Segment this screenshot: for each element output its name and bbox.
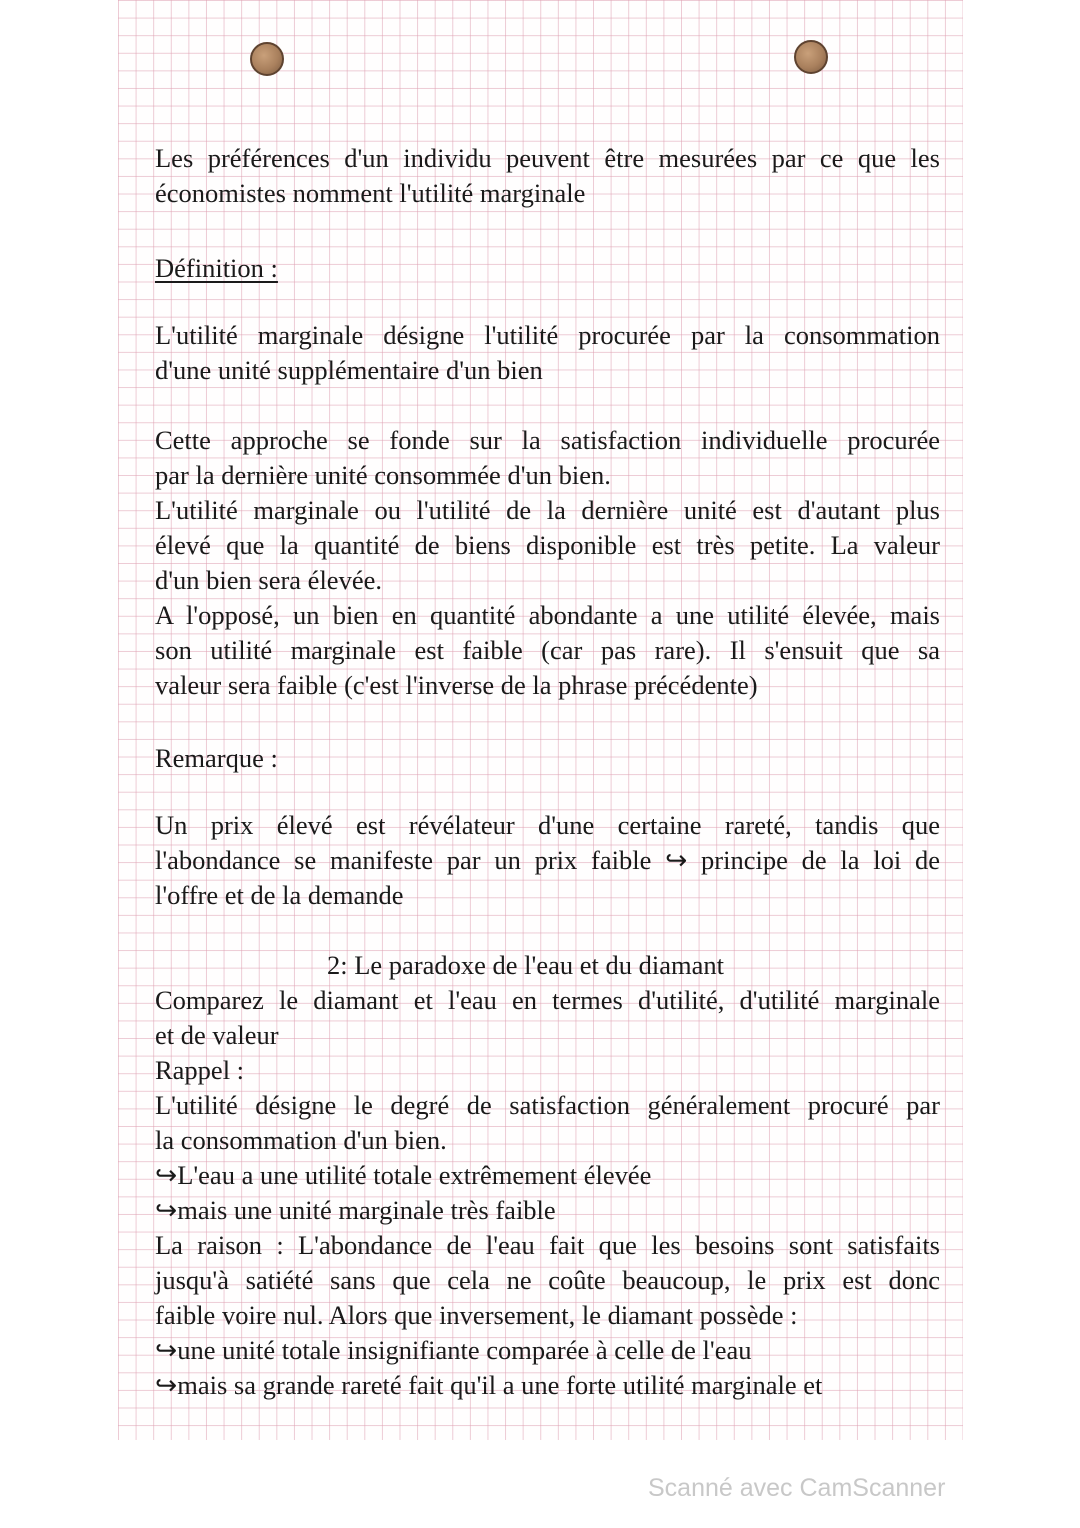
section-2-line: Comparez le diamant et l'eau en termes d'utilité, d'utilité marginale: [155, 985, 940, 1015]
punch-hole-left-icon: [250, 42, 284, 76]
definition-paragraph: [155, 318, 940, 388]
section-2-line: ↪mais sa grande rareté fait qu'il a une forte utilité marginale et: [155, 1370, 823, 1400]
section-2-line: ↪L'eau a une utilité totale extrêmement élevée: [155, 1160, 652, 1190]
camscanner-watermark: Scanné avec CamScanner: [648, 1474, 946, 1502]
approach-line: d'un bien sera élevée.: [155, 565, 382, 595]
approach-paragraph: [155, 423, 940, 703]
approach-line: valeur sera faible (c'est l'inverse de la phrase précédente): [155, 670, 758, 700]
approach-line: son utilité marginale est faible (car pas rare). Il s'ensuit que sa: [155, 635, 940, 665]
remark-heading-block: [155, 741, 940, 776]
intro-line: économistes nomment l'utilité marginale: [155, 178, 586, 208]
section-2-title: 2: Le paradoxe de l'eau et du diamant: [327, 950, 724, 980]
section-2-line: L'utilité désigne le degré de satisfaction généralement procuré par: [155, 1090, 940, 1120]
section-2-paragraph: [155, 983, 940, 1403]
approach-line: Cette approche se fonde sur la satisfaction individuelle procurée: [155, 425, 940, 455]
definition-line: d'une unité supplémentaire d'un bien: [155, 355, 543, 385]
section-2-line: Rappel :: [155, 1055, 245, 1085]
definition-heading: Définition :: [155, 253, 278, 283]
remark-line: l'abondance se manifeste par un prix faible ↪ principe de la loi de: [155, 845, 940, 875]
remark-line: Un prix élevé est révélateur d'une certaine rareté, tandis que: [155, 810, 940, 840]
approach-line: L'utilité marginale ou l'utilité de la dernière unité est d'autant plus: [155, 495, 940, 525]
intro-paragraph: [155, 141, 940, 211]
section-2-line: La raison : L'abondance de l'eau fait que les besoins sont satisfaits: [155, 1230, 940, 1260]
section-2-line: et de valeur: [155, 1020, 279, 1050]
remark-heading: Remarque :: [155, 743, 278, 773]
definition-heading-block: [155, 251, 940, 286]
punch-hole-right-icon: [794, 40, 828, 74]
section-2-line: faible voire nul. Alors que inversement, le diamant possède :: [155, 1300, 798, 1330]
section-2-title-block: [155, 948, 940, 983]
section-2-line: la consommation d'un bien.: [155, 1125, 447, 1155]
approach-line: par la dernière unité consommée d'un bien.: [155, 460, 611, 490]
remark-line: l'offre et de la demande: [155, 880, 404, 910]
section-2-line: jusqu'à satiété sans que cela ne coûte beaucoup, le prix est donc: [155, 1265, 940, 1295]
definition-line: L'utilité marginale désigne l'utilité procurée par la consommation: [155, 320, 940, 350]
section-2-line: ↪mais une unité marginale très faible: [155, 1195, 556, 1225]
approach-line: élevé que la quantité de biens disponible est très petite. La valeur: [155, 530, 940, 560]
section-2-line: ↪une unité totale insignifiante comparée à celle de l'eau: [155, 1335, 752, 1365]
remark-paragraph: [155, 808, 940, 913]
approach-line: A l'opposé, un bien en quantité abondante a une utilité élevée, mais: [155, 600, 940, 630]
intro-line: Les préférences d'un individu peuvent être mesurées par ce que les: [155, 143, 940, 173]
